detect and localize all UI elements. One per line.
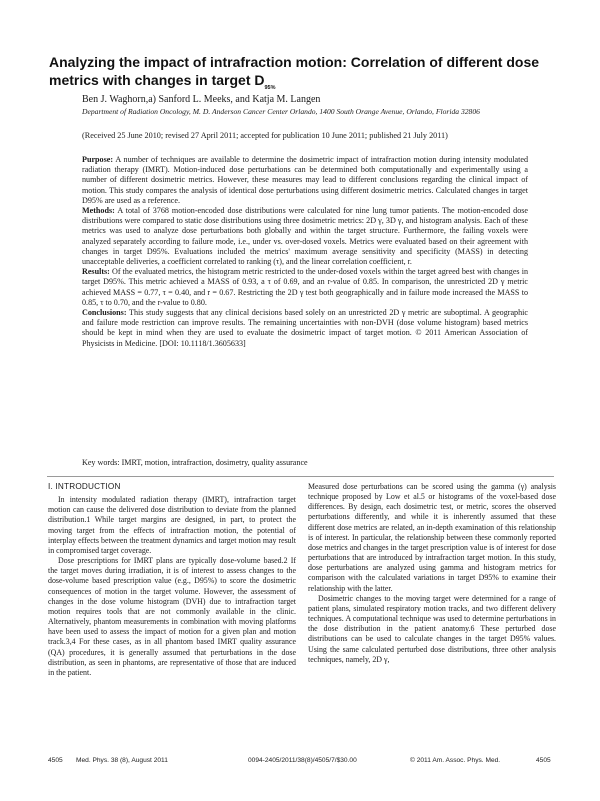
section-divider: [47, 476, 554, 477]
intro-paragraph-4: Dosimetric changes to the moving target were determined for a range of patient plans, simulated respiratory motion tracks, and two different delivery techniques. A computational technique was used to determine perturbations in the dose distribution in the patient anatomy.6 These perturbed dose distributions can be used to calculate changes in the target D95% values. Using the same calculated perturbed dose distributions, three other analysis techniques, namely, 2D γ,: [308, 593, 556, 664]
received-dates: (Received 25 June 2010; revised 27 April 2011; accepted for publication 10 June 2011; published 21 July 2011): [82, 131, 448, 140]
methods-label: Methods:: [82, 206, 115, 216]
footer-page-left: 4505: [48, 757, 63, 764]
paper-title: [49, 53, 569, 89]
abstract-conclusions: [82, 308, 528, 349]
conclusions-label: Conclusions:: [82, 308, 127, 318]
intro-paragraph-1: In intensity modulated radiation therapy (IMRT), intrafraction target motion can cause the delivered dose distribution to deviate from the planned distribution.1 While target margins are designed, in part, to protect the moving target from the effects of intrafraction motion, the potential of interplay effects between the treatment dynamics and target motion may result in compromised target coverage.: [48, 495, 296, 555]
footer-copyright: © 2011 Am. Assoc. Phys. Med.: [410, 757, 501, 764]
footer-page-right: 4505: [536, 757, 551, 764]
left-column: [48, 482, 296, 678]
footer-code: 0094-2405/2011/38(8)/4505/7/$30.00: [248, 757, 357, 764]
title-text: Analyzing the impact of intrafraction motion: Correlation of different dose metrics with changes in target $D_{95\%}$: [49, 54, 540, 91]
right-column: [308, 482, 556, 665]
abstract-methods: [82, 206, 528, 267]
abstract-results: [82, 267, 528, 308]
intro-paragraph-3: Measured dose perturbations can be scored using the gamma (γ) analysis technique proposed by Low et al.5 or histograms of the voxel-based dose differences. By design, each dosimetric test, or metric, scores the observed perturbations differently, and while it is inherently assumed that these different dose metrics are related, an in-depth examination of this relationship is of interest. In particular, the relationship between these commonly reported dose metrics and changes in the target prescription value is of interest for dose perturbations that are introduced by intrafraction target motion. In this study, dose perturbations are analyzed using gamma and histogram metrics for comparison with the calculated variations in target D95% to examine their relationship with the latter.: [308, 482, 556, 593]
results-text: Of the evaluated metrics, the histogram metric restricted to the under-dosed voxels within the target agreed best with changes in target D95%. This metric achieved a MASS of 0.93, a τ of 0.69, and an r-value of 0.85. In comparison, the unrestricted 2D γ metric achieved MASS = 0.77, τ = 0.40, and r = 0.67. Restricting the 2D γ test both geographically and in failure mode increased the MASS to 0.85, τ to 0.70, and the r-value to 0.80.: [82, 267, 528, 307]
results-label: Results:: [82, 267, 110, 277]
keywords: Key words: IMRT, motion, intrafraction, dosimetry, quality assurance: [82, 458, 308, 467]
conclusions-text: This study suggests that any clinical decisions based solely on an unrestricted 2D γ metric are suboptimal. A geographic and failure mode restriction can improve results. The remaining uncertainties with non-DVH (dose volume histogram) based metrics should be kept in mind when they are used to evaluate the dosimetric impact of target motion. © 2011 American Association of Physicists in Medicine. [DOI: 10.1118/1.3605633]: [82, 308, 528, 348]
affiliation: Department of Radiation Oncology, M. D. Anderson Cancer Center Orlando, 1400 South Orange Avenue, Orlando, Florida 32806: [82, 107, 480, 116]
author-list: Ben J. Waghorn,a) Sanford L. Meeks, and Katja M. Langen: [82, 94, 321, 105]
section-heading-introduction: I. INTRODUCTION: [48, 482, 121, 491]
abstract-purpose: [82, 155, 528, 206]
purpose-label: Purpose:: [82, 155, 114, 164]
footer-journal: Med. Phys. 38 (8), August 2011: [76, 757, 168, 764]
abstract: [82, 155, 528, 349]
intro-paragraph-2: Dose prescriptions for IMRT plans are typically dose-volume based.2 If the target moves during irradiation, it is of interest to assess changes to the dose-volume based prescription value (e.g., D95%) to score the dosimetric consequences of motion in the target volume. However, the assessment of changes in the dose volume histogram (DVH) due to intrafraction target motion requires tools that are not commonly available in the clinic. Alternatively, phantom measurements in combination with moving platforms have been used to assess the impact of motion for a given plan and motion track.3,4 For these cases, as in all phantom based IMRT quality assurance (QA) procedures, it is generally assumed that perturbations in the dose distribution, as seen in phantoms, are representative of those that are induced in the patient.: [48, 556, 296, 677]
purpose-text: A number of techniques are available to determine the dosimetric impact of intrafraction motion during intensity modulated radiation therapy (IMRT). Motion-induced dose perturbations can be determined both computationally and experimentally using a number of different dosimetric metrics. However, these measures may lead to different conclusions regarding the clinical impact of motion. This study compares the analysis of identical dose perturbations using different dosimetric metrics. Calculated changes in target D95% are used as a reference.: [82, 155, 528, 205]
methods-text: A total of 3768 motion-encoded dose distributions were calculated for nine lung tumor patients. The motion-encoded dose distributions were compared to static dose distributions using three dosimetric metrics: 2D γ, 3D γ, and histogram analysis. Each of these metrics was used to analyze dose perturbations both globally and within the target structure. Furthermore, the failing voxels were analyzed separately according to failure mode, i.e., under vs. over-dosed voxels. Metrics were evaluated based on their agreement with changes in target D95%. Evaluations included the metrics' maximum average sensitivity and specificity (MASS) in detecting unacceptable deliveries, a coefficient correlated to ranking (τ), and the linear correlation coefficient, r.: [82, 206, 528, 267]
